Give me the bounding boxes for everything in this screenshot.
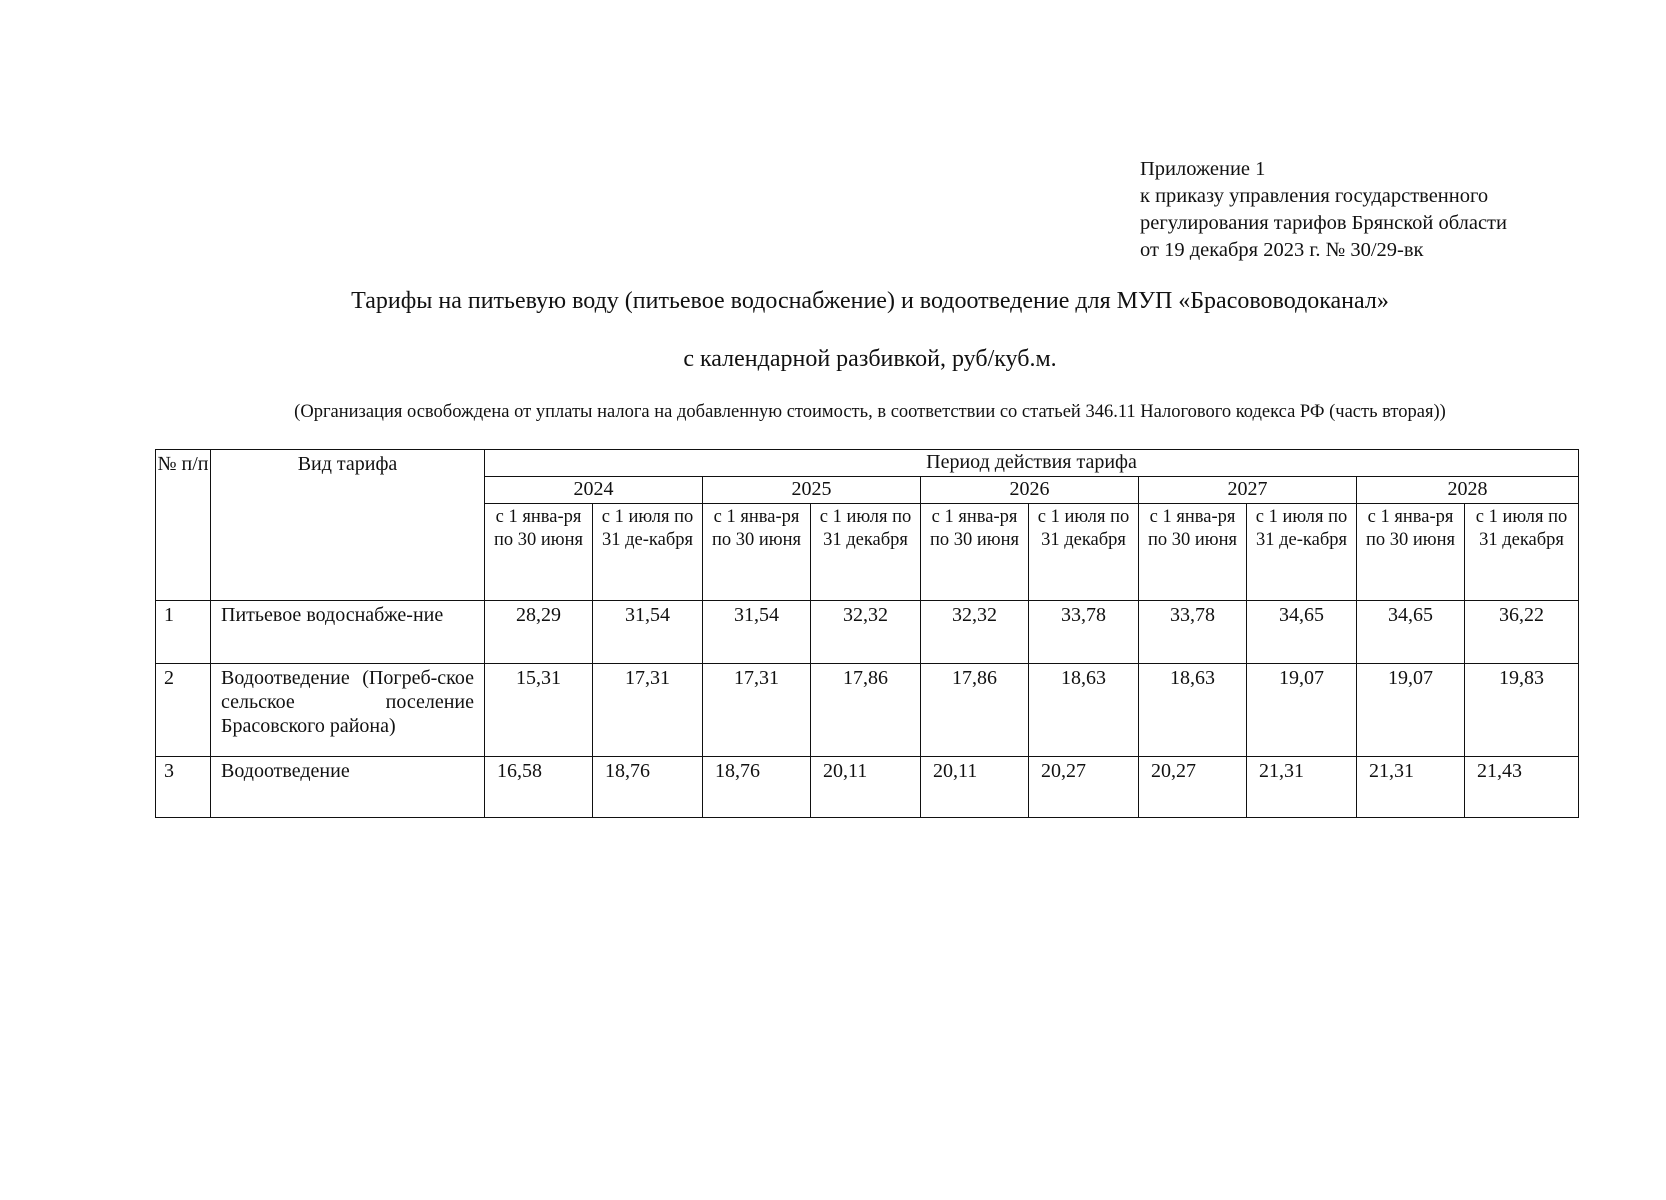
tariff-value: 32,32	[921, 601, 1029, 664]
header-subperiod: с 1 июля по 31 декабря	[1029, 504, 1139, 601]
header-year: 2024	[485, 477, 703, 504]
row-number: 3	[156, 757, 211, 818]
document-subtitle: с календарной разбивкой, руб/куб.м.	[683, 346, 1057, 372]
tariff-value: 19,07	[1247, 664, 1357, 757]
table-row	[156, 601, 1579, 664]
appendix-line-4: от 19 декабря 2023 г. № 30/29-вк	[1140, 239, 1424, 261]
header-subperiod: с 1 июля по 31 де-кабря	[1247, 504, 1357, 601]
appendix-block	[1140, 156, 1507, 264]
tariff-value: 31,54	[703, 601, 811, 664]
row-tariff-kind: Водоотведение	[211, 757, 485, 818]
tariff-value: 33,78	[1139, 601, 1247, 664]
tariff-value: 19,07	[1357, 664, 1465, 757]
tariff-value: 36,22	[1465, 601, 1579, 664]
tariff-value: 17,31	[593, 664, 703, 757]
appendix-line-1: Приложение 1	[1140, 158, 1266, 180]
tariff-value: 31,54	[593, 601, 703, 664]
tariff-value: 33,78	[1029, 601, 1139, 664]
tariff-table	[155, 449, 1579, 818]
tariff-value: 21,31	[1357, 757, 1465, 818]
header-tariff-kind: Вид тарифа	[211, 450, 485, 601]
tariff-value: 17,31	[703, 664, 811, 757]
tariff-value: 17,86	[811, 664, 921, 757]
table-row	[156, 757, 1579, 818]
tariff-value: 34,65	[1247, 601, 1357, 664]
tariff-value: 28,29	[485, 601, 593, 664]
tariff-value: 18,76	[703, 757, 811, 818]
header-subperiod: с 1 июля по 31 декабря	[811, 504, 921, 601]
row-number: 2	[156, 664, 211, 757]
tariff-value: 17,86	[921, 664, 1029, 757]
header-subperiod: с 1 янва-ря по 30 июня	[1357, 504, 1465, 601]
header-num: № п/п	[156, 450, 211, 601]
header-year: 2027	[1139, 477, 1357, 504]
tariff-value: 20,11	[811, 757, 921, 818]
row-tariff-kind: Водоотведение (Погреб-ское сельское поселение Брасовского района)	[211, 664, 485, 757]
tariff-value: 18,63	[1029, 664, 1139, 757]
tariff-value: 19,83	[1465, 664, 1579, 757]
header-subperiod: с 1 июля по 31 декабря	[1465, 504, 1579, 601]
tariff-value: 21,31	[1247, 757, 1357, 818]
header-subperiod: с 1 июля по 31 де-кабря	[593, 504, 703, 601]
row-number: 1	[156, 601, 211, 664]
header-subperiod: с 1 янва-ря по 30 июня	[485, 504, 593, 601]
tariff-value: 18,63	[1139, 664, 1247, 757]
tariff-value: 20,27	[1029, 757, 1139, 818]
table-row	[156, 664, 1579, 757]
header-year: 2026	[921, 477, 1139, 504]
vat-note: (Организация освобождена от уплаты налога на добавленную стоимость, в соответствии со статьей 346.11 Налогового кодекса РФ (часть вторая))	[294, 402, 1446, 422]
tariff-value: 18,76	[593, 757, 703, 818]
tariff-value: 32,32	[811, 601, 921, 664]
header-year: 2028	[1357, 477, 1579, 504]
appendix-line-3: регулирования тарифов Брянской области	[1140, 212, 1507, 234]
tariff-value: 16,58	[485, 757, 593, 818]
tariff-value: 21,43	[1465, 757, 1579, 818]
header-subperiod: с 1 янва-ря по 30 июня	[703, 504, 811, 601]
header-subperiod: с 1 янва-ря по 30 июня	[921, 504, 1029, 601]
appendix-line-2: к приказу управления государственного	[1140, 185, 1489, 207]
tariff-value: 34,65	[1357, 601, 1465, 664]
header-year: 2025	[703, 477, 921, 504]
header-subperiod: с 1 янва-ря по 30 июня	[1139, 504, 1247, 601]
document-title: Тарифы на питьевую воду (питьевое водоснабжение) и водоотведение для МУП «Брасововодоканал»	[351, 288, 1389, 314]
tariff-value: 20,11	[921, 757, 1029, 818]
row-tariff-kind: Питьевое водоснабже-ние	[211, 601, 485, 664]
header-period: Период действия тарифа	[485, 450, 1579, 477]
tariff-value: 20,27	[1139, 757, 1247, 818]
tariff-value: 15,31	[485, 664, 593, 757]
